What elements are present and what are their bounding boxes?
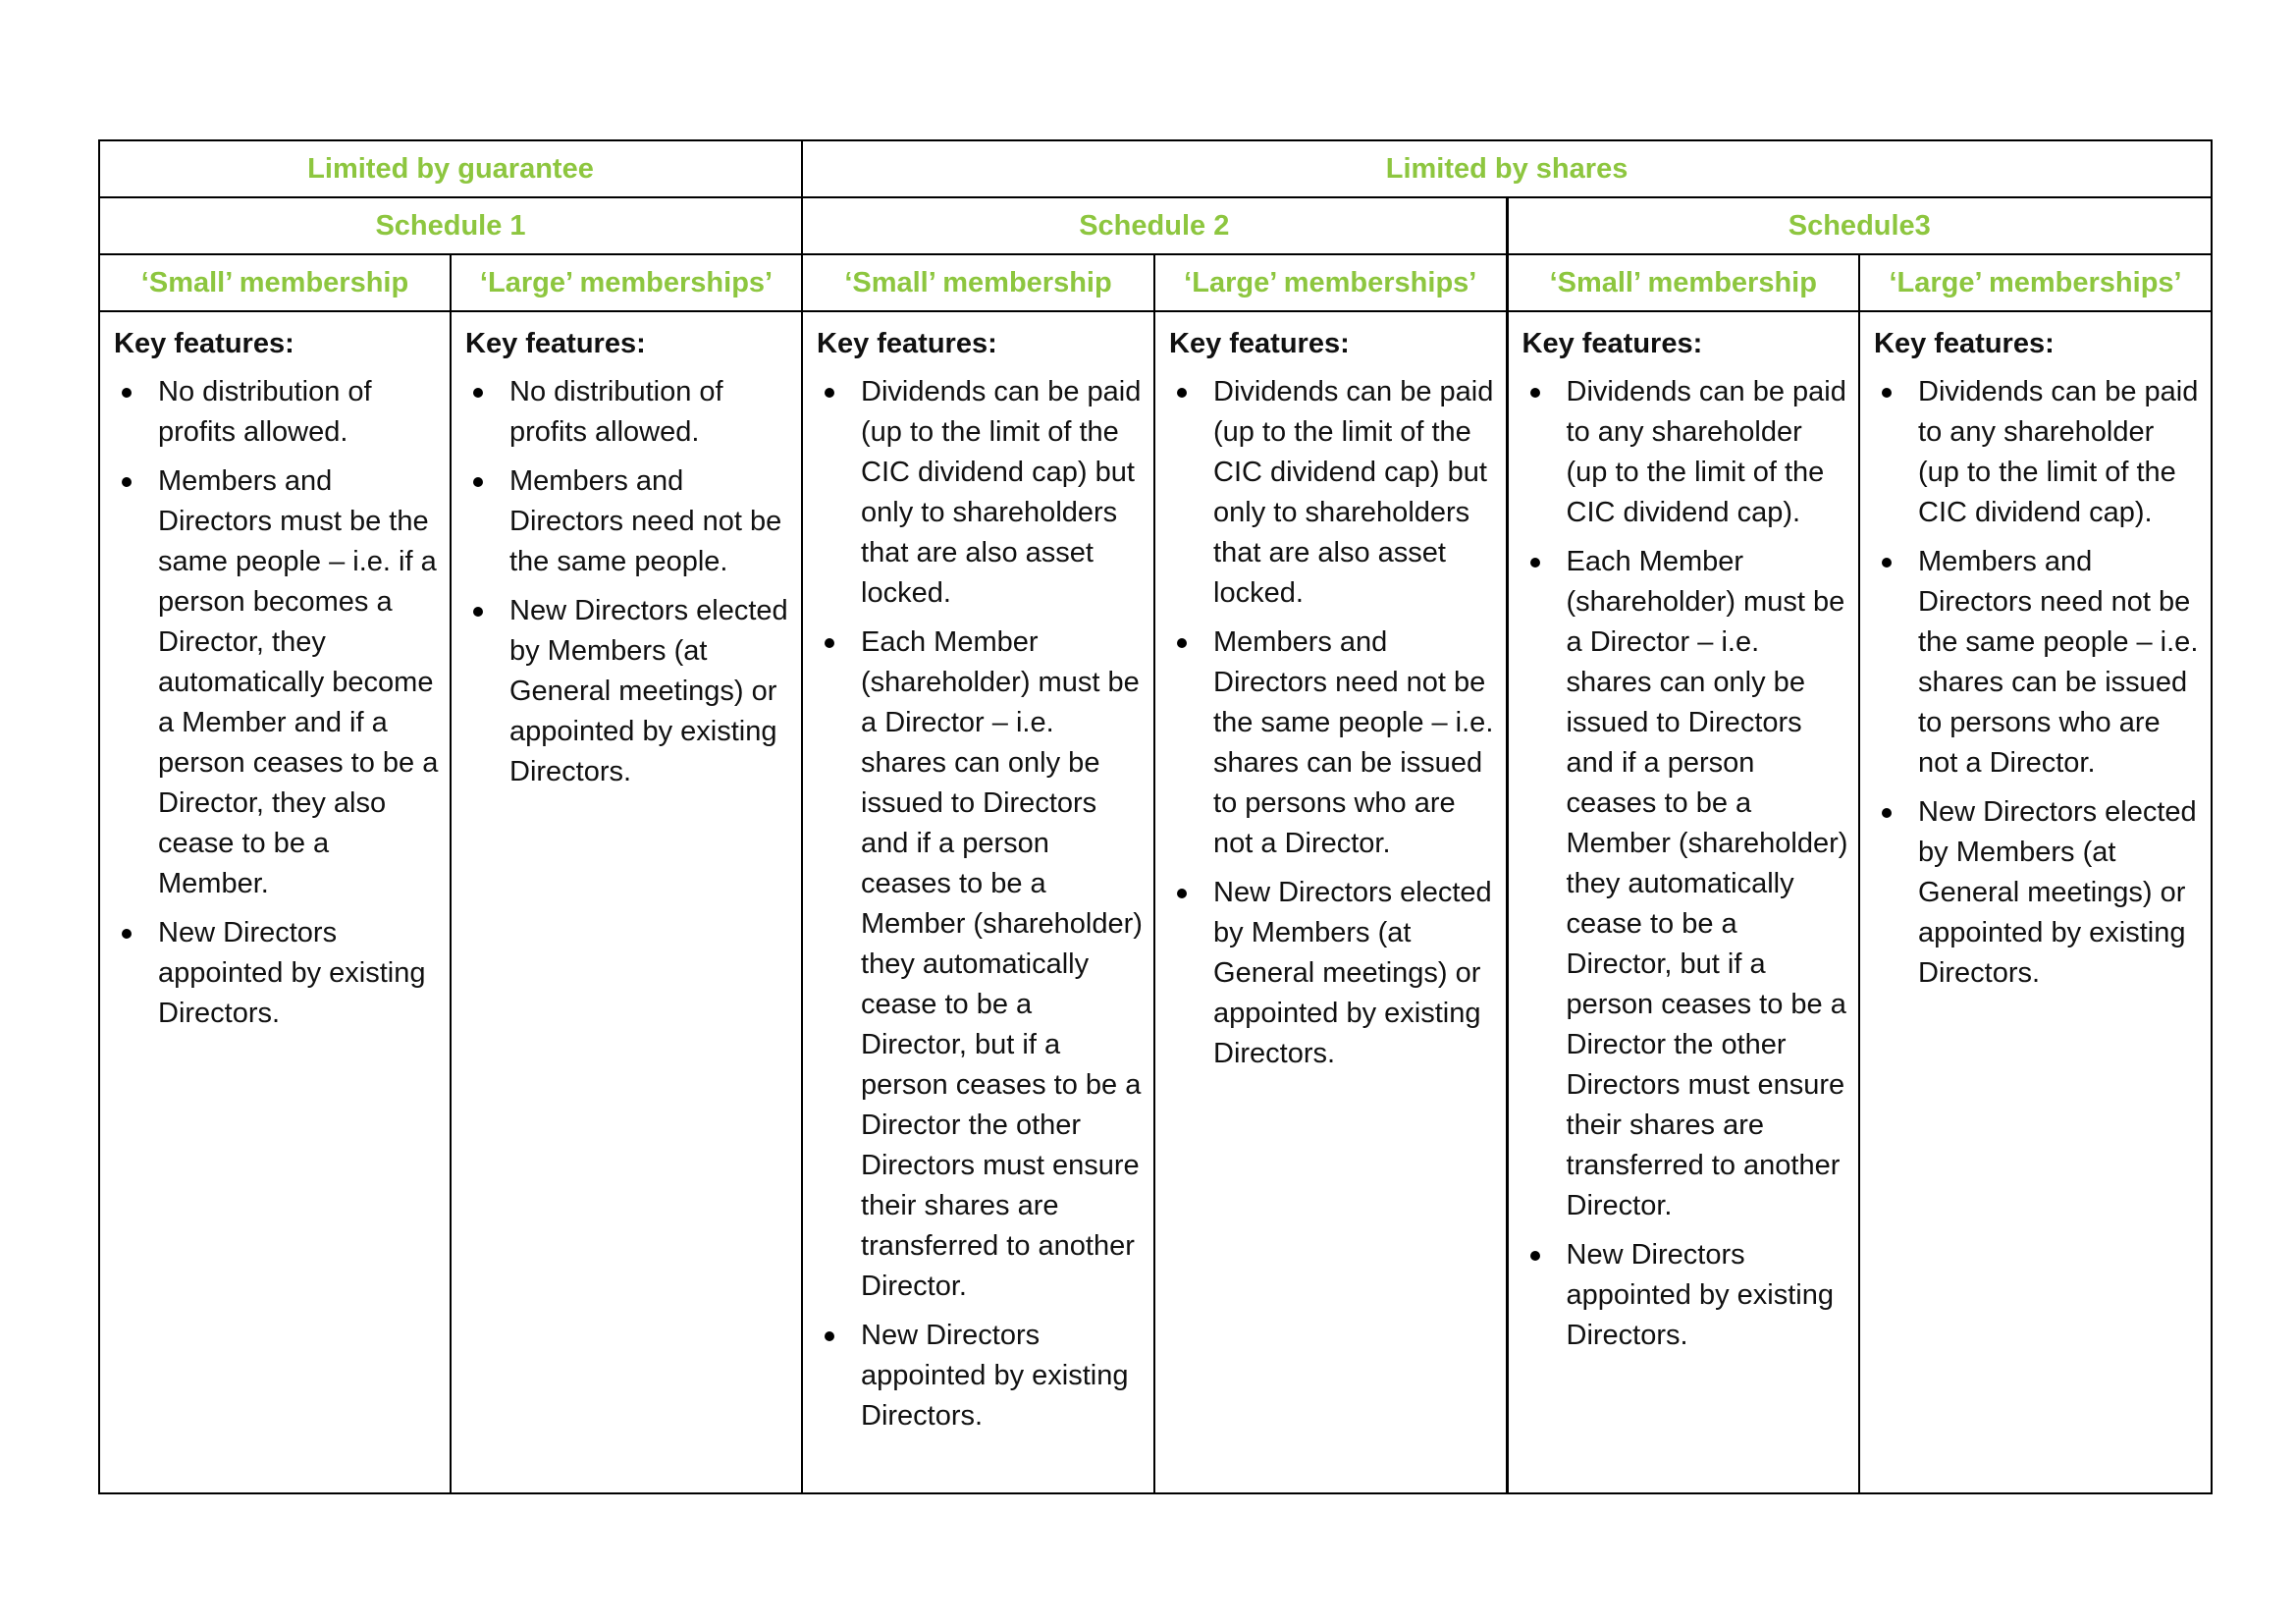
feature-text: Dividends can be paid to any shareholder (up to the limit of the CIC dividend cap). — [1918, 376, 2199, 528]
key-features-heading: Key features: — [1169, 328, 1350, 359]
feature-text: Dividends can be paid (up to the limit of the CIC dividend cap) but only to shareholders that are also asset locked. — [1213, 376, 1494, 609]
header-s2-small-membership: ‘Small’ membership — [802, 254, 1154, 311]
header-schedule-1: Schedule 1 — [99, 197, 802, 254]
feature-text: Members and Directors need not be the same people – i.e. shares can be issued to persons who are not a Director. — [1213, 626, 1494, 859]
feature-item — [1522, 372, 1851, 533]
feature-text: Members and Directors must be the same people – i.e. if a person becomes a Director, they automatically become a Member and if a person ceases to be a Director, they also cease to be a Member. — [158, 465, 439, 899]
features-list — [1169, 372, 1498, 1074]
feature-item — [465, 461, 793, 582]
features-list — [114, 372, 442, 1034]
feature-item — [114, 372, 442, 453]
feature-item — [1169, 873, 1498, 1074]
feature-text: New Directors appointed by existing Directors. — [861, 1320, 1129, 1432]
header-schedule-2: Schedule 2 — [802, 197, 1507, 254]
feature-text: Each Member (shareholder) must be a Director – i.e. shares can only be issued to Directors and if a person ceases to be a Member (shareholder) they automatically cease to be a Director, but if a person ceases to be a Director the other Directors must ensure their shares are transferred to another Director. — [1566, 546, 1848, 1221]
bullet-icon — [473, 607, 483, 617]
feature-item — [1874, 792, 2203, 994]
bullet-icon — [1177, 388, 1187, 398]
bullet-icon — [122, 388, 132, 398]
header-s2-large-memberships: ‘Large’ memberships’ — [1154, 254, 1507, 311]
bullet-icon — [825, 638, 834, 648]
bullet-icon — [825, 388, 834, 398]
bullet-icon — [1177, 638, 1187, 648]
feature-text: Members and Directors need not be the same people – i.e. shares can be issued to persons who are not a Director. — [1918, 546, 2199, 779]
bullet-icon — [122, 929, 132, 939]
header-row-schedule — [99, 197, 2212, 254]
features-list — [817, 372, 1146, 1436]
header-row-company-type — [99, 140, 2212, 197]
header-row-membership-size — [99, 254, 2212, 311]
bullet-icon — [473, 477, 483, 487]
header-limited-by-guarantee: Limited by guarantee — [99, 140, 802, 197]
features-list — [1874, 372, 2203, 994]
key-features-heading: Key features: — [1522, 328, 1703, 359]
bullet-icon — [1177, 889, 1187, 898]
feature-text: Members and Directors need not be the same people. — [509, 465, 782, 577]
header-schedule-3: Schedule3 — [1507, 197, 2212, 254]
feature-text: Dividends can be paid (up to the limit of the CIC dividend cap) but only to shareholders that are also asset locked. — [861, 376, 1142, 609]
header-s1-small-membership: ‘Small’ membership — [99, 254, 451, 311]
bullet-icon — [1882, 558, 1892, 568]
feature-item — [1169, 372, 1498, 614]
feature-item — [817, 623, 1146, 1307]
feature-item — [465, 591, 793, 792]
bullet-icon — [825, 1331, 834, 1341]
feature-text: New Directors appointed by existing Directors. — [158, 917, 426, 1029]
header-s1-large-memberships: ‘Large’ memberships’ — [451, 254, 802, 311]
header-s3-small-membership: ‘Small’ membership — [1507, 254, 1859, 311]
bullet-icon — [1882, 808, 1892, 818]
bullet-icon — [1882, 388, 1892, 398]
feature-item — [1522, 1235, 1851, 1356]
features-list — [465, 372, 793, 792]
feature-text: New Directors appointed by existing Directors. — [1566, 1239, 1834, 1351]
feature-item — [817, 1316, 1146, 1436]
header-s3-large-memberships: ‘Large’ memberships’ — [1859, 254, 2212, 311]
features-cell-s2-large — [1154, 311, 1507, 1493]
feature-text: Dividends can be paid to any shareholder (up to the limit of the CIC dividend cap). — [1566, 376, 1846, 528]
features-cell-s3-small — [1507, 311, 1859, 1493]
feature-item — [1874, 372, 2203, 533]
features-list — [1522, 372, 1851, 1356]
feature-text: New Directors elected by Members (at General meetings) or appointed by existing Directors. — [509, 595, 788, 787]
feature-item — [114, 461, 442, 904]
bullet-icon — [122, 477, 132, 487]
feature-item — [817, 372, 1146, 614]
bullet-icon — [1530, 1251, 1540, 1261]
company-structure-comparison-table — [98, 139, 2213, 1494]
feature-item — [1522, 542, 1851, 1226]
features-cell-s1-large — [451, 311, 802, 1493]
feature-item — [1169, 623, 1498, 864]
feature-text: No distribution of profits allowed. — [158, 376, 372, 448]
feature-item — [1874, 542, 2203, 784]
features-cell-s1-small — [99, 311, 451, 1493]
features-cell-s2-small — [802, 311, 1154, 1493]
features-row — [99, 311, 2212, 1493]
header-limited-by-shares: Limited by shares — [802, 140, 2212, 197]
bullet-icon — [1530, 558, 1540, 568]
bullet-icon — [473, 388, 483, 398]
key-features-heading: Key features: — [1874, 328, 2055, 359]
key-features-heading: Key features: — [114, 328, 294, 359]
feature-item — [465, 372, 793, 453]
feature-item — [114, 913, 442, 1034]
feature-text: New Directors elected by Members (at General meetings) or appointed by existing Directors. — [1918, 796, 2197, 989]
bullet-icon — [1530, 388, 1540, 398]
feature-text: New Directors elected by Members (at General meetings) or appointed by existing Directors. — [1213, 877, 1492, 1069]
key-features-heading: Key features: — [465, 328, 646, 359]
key-features-heading: Key features: — [817, 328, 997, 359]
feature-text: Each Member (shareholder) must be a Director – i.e. shares can only be issued to Directors and if a person ceases to be a Member (shareholder) they automatically cease to be a Director, but if a person ceases to be a Director the other Directors must ensure their shares are transferred to another Director. — [861, 626, 1143, 1302]
feature-text: No distribution of profits allowed. — [509, 376, 723, 448]
features-cell-s3-large — [1859, 311, 2212, 1493]
